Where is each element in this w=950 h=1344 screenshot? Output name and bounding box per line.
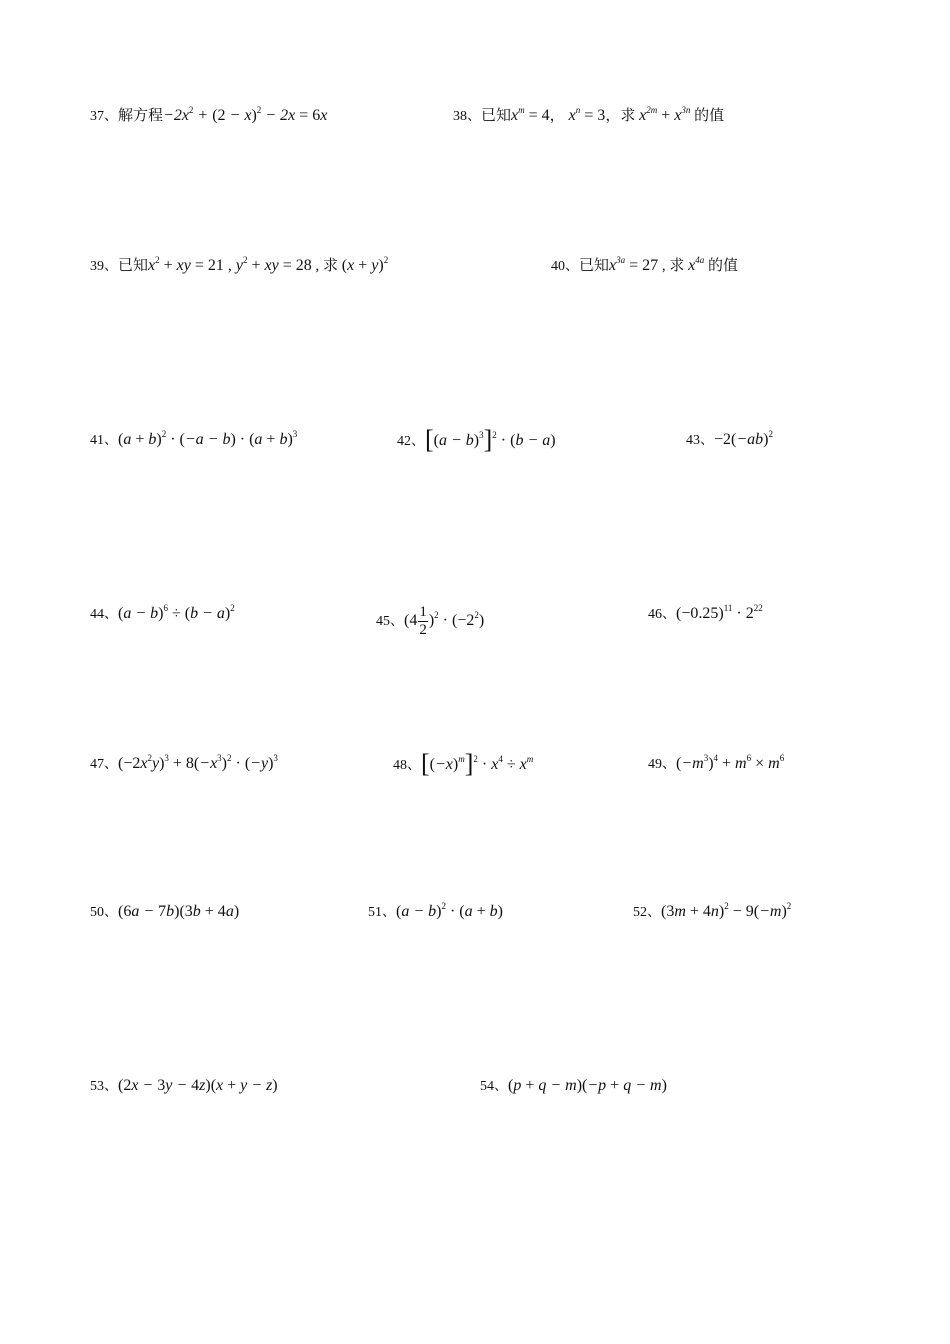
problem-49 [648,754,784,775]
problem-expression: $x^{3a} = 27$ , 求 $x^{4a}$ 的值 [609,255,739,274]
problem-45 [376,604,484,639]
problem-number: 54、 [480,1079,508,1094]
problem-number: 38、 [453,109,481,124]
problem-number: 45、 [376,614,404,630]
problem-number: 39、 [90,259,118,274]
problem-number: 53、 [90,1079,118,1094]
problem-number: 49、 [648,757,676,772]
problem-44 [90,604,235,625]
problem-40 [551,256,738,277]
problem-expression: $[(-x)^m]^2 \cdot x^4 \div x^m$ [421,749,534,778]
problem-46 [648,604,763,625]
problem-number: 47、 [90,757,118,772]
problem-expression: $(a - b)^2 \cdot (a + b)$ [396,901,503,920]
problem-54 [480,1076,667,1097]
problem-expression: $(3m + 4n)^2 - 9(-m)^2$ [661,901,792,920]
problem-expression: $-2x^2 + (2 - x)^2 - 2x = 6x$ [163,105,328,124]
problem-38 [453,106,724,127]
problem-expression: $[(a - b)^3]^2 \cdot (b - a)$ [425,425,556,454]
problem-expression: $x^2$ + xy = 21 , $y^2$ + xy = 28 , 求 $(x + y)^2$ [148,255,389,274]
problem-text: 解方程 [118,108,164,124]
problem-number: 50、 [90,905,118,920]
problem-expression: (4 $\frac{1}{2}$ )$^2 \cdot (-2^2)$ [404,604,485,638]
problem-number: 48、 [393,758,421,773]
problem-42 [397,425,556,454]
problem-number: 43、 [686,433,714,448]
problem-number: 44、 [90,607,118,622]
problem-expression: (6a − 7b)(3b + 4a) [118,903,240,920]
problem-50 [90,902,239,923]
problem-text: 已知 [579,258,610,274]
problem-number: 40、 [551,259,579,274]
problem-39 [90,256,388,277]
problem-number: 41、 [90,433,118,448]
problem-expression: (2x − 3y − 4z)(x + y − z) [118,1077,278,1094]
problem-expression: $(-0.25)^{11} \cdot 2^{22}$ [676,603,763,622]
problem-expression: $x^m = 4$， $x^n = 3$，求 $x^{2m} + x^{3n}$ 的值 [511,105,725,124]
problem-text: 已知 [118,258,149,274]
fraction-one-half: $\frac{1}{2}$ [419,604,427,638]
problem-number: 46、 [648,607,676,622]
problem-number: 52、 [633,905,661,920]
problem-expression: $-2(-ab)^2$ [714,429,773,448]
problem-expression: $(a - b)^6 \div (b - a)^2$ [118,603,235,622]
problem-51 [368,902,503,923]
problem-expression: $(-2x^2y)^3 + 8(-x^3)^2 \cdot (-y)^3$ [118,753,278,772]
problem-52 [633,902,791,923]
problem-number: 37、 [90,109,118,124]
problem-expression: $(a + b)^2 \cdot (-a - b) \cdot (a + b)^3$ [118,429,298,448]
problem-43 [686,430,773,451]
problem-53 [90,1076,278,1097]
problem-text: 已知 [481,108,512,124]
problem-expression: (p + q − m)(−p + q − m) [508,1077,667,1094]
problem-expression: $(-m^3)^4 + m^6 \times m^6$ [676,753,785,772]
problem-number: 51、 [368,905,396,920]
problem-47 [90,754,278,775]
problem-41 [90,430,297,451]
problem-37 [90,106,327,127]
problem-number: 42、 [397,434,425,449]
problem-48 [393,749,534,778]
